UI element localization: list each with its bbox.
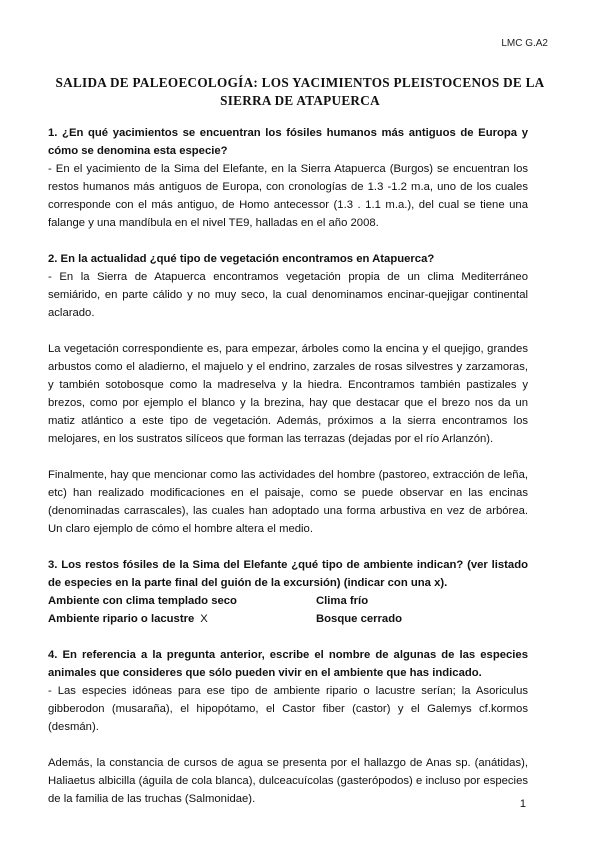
options-row-1 xyxy=(48,592,528,610)
question-3: 3. Los restos fósiles de la Sima del Elefante ¿qué tipo de ambiente indican? (ver listado de especies en la parte final del guión de la excursión) (indicar con una x). xyxy=(48,559,528,589)
answer-1: - En el yacimiento de la Sima del Elefante, en la Sierra Atapuerca (Burgos) se encuentran los restos humanos más antiguos de Europa, con cronologías de 1.3 -1.2 m.a, uno de los cuales corresponde con el más antiguo, de Homo antecessor (1.3 . 1.1 m.a.), del cual se tiene una falange y una mandíbula en el nivel TE9, halladas en el año 2008. xyxy=(48,163,528,229)
option-cold-climate: Clima frío xyxy=(316,595,369,607)
option-riparian-lacustrine xyxy=(48,610,316,628)
answer-2-paragraph-3: Finalmente, hay que mencionar como las actividades del hombre (pastoreo, extracción de leña, etc) han realizado modificaciones en el paisaje, como se puede observar en las encinas (denominadas carrascales), las cuales han adoptado una forma arbustiva en vez de arbórea. Un claro ejemplo de cómo el hombre altera el medio. xyxy=(48,469,528,535)
title-line-1: SALIDA DE PALEOECOLOGÍA: LOS YACIMIENTOS PLEISTOCENOS DE LA xyxy=(55,75,545,90)
answer-2-paragraph-2: La vegetación correspondiente es, para empezar, árboles como la encina y el quejigo, grandes arbustos como el aladierno, el majuelo y el endrino, zarzales de rosas silvestres y zarzamoras, y también sotobosque como la madreselva y la hiedra. Encontramos también pastizales y brezos, como por ejemplo el blanco y la brezina, hay que destacar que el brezo nos da un matiz atlántico a este tipo de vegetación. Además, próximos a la sierra encontramos los melojares, en los sustratos silíceos que forman las terrazas (dejadas por el río Arlanzón). xyxy=(48,343,528,445)
options-row-2 xyxy=(48,610,528,628)
answer-4: - Las especies idóneas para ese tipo de ambiente ripario o lacustre serían; la Asoriculus gibberodon (musaraña), el hipopótamo, el Castor fiber (castor) y el Galemys cf.kormos (desmán). xyxy=(48,685,528,733)
question-1: 1. ¿En qué yacimientos se encuentran los fósiles humanos más antiguos de Europa y cómo se denomina esta especie? xyxy=(48,127,528,157)
document-code: LMC G.A2 xyxy=(501,38,548,49)
option-temperate-dry: Ambiente con clima templado seco xyxy=(48,595,237,607)
answer-4-paragraph-2: Además, la constancia de cursos de agua se presenta por el hallazgo de Anas sp. (anátidas), Haliaetus albicilla (águila de cola blanca), dulceacuícolas (gasterópodos) e incluso por especies de la familia de las truchas (Salmonidae). xyxy=(48,757,528,805)
page-number: 1 xyxy=(519,798,526,810)
question-2: 2. En la actualidad ¿qué tipo de vegetación encontramos en Atapuerca? xyxy=(48,253,435,265)
answer-2: - En la Sierra de Atapuerca encontramos vegetación propia de un clima Mediterráneo semiárido, en parte cálido y no muy seco, la cual denominamos encinar-quejigar continental aclarado. xyxy=(48,271,528,319)
title-line-2: SIERRA DE ATAPUERCA xyxy=(220,93,380,108)
document-body xyxy=(48,124,528,808)
selected-mark: X xyxy=(200,613,208,625)
page-title xyxy=(40,74,560,110)
option-riparian-label: Ambiente ripario o lacustre xyxy=(48,613,195,625)
option-closed-forest: Bosque cerrado xyxy=(316,613,403,625)
question-4: 4. En referencia a la pregunta anterior, escribe el nombre de algunas de las especies animales que consideres que sólo pueden vivir en el ambiente que has indicado. xyxy=(48,649,528,679)
